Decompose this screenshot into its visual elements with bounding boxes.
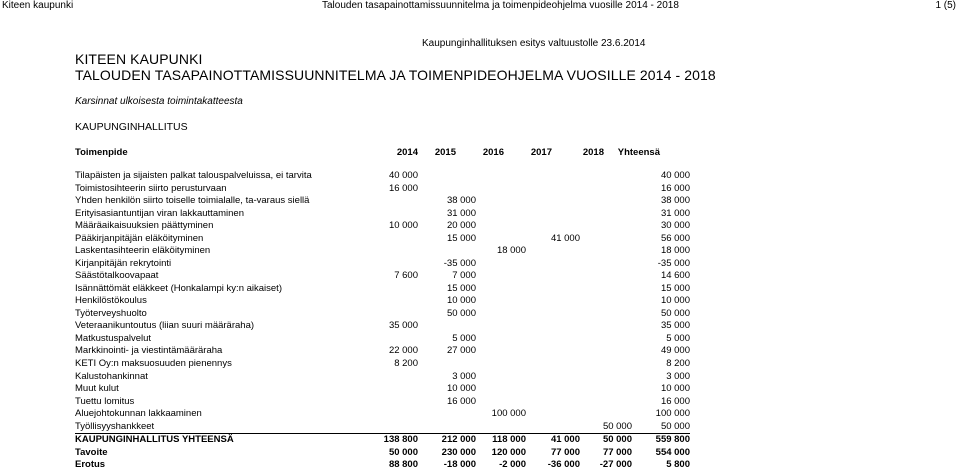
cell-total: 50 000 [660, 307, 690, 319]
section-title: KAUPUNGINHALLITUS [75, 121, 188, 133]
cell-2016: 18 000 [496, 245, 526, 257]
cell-2015: 15 000 [446, 232, 476, 244]
cell-2016 [476, 333, 526, 346]
cell-2017 [526, 345, 580, 358]
cell-2016 [476, 208, 526, 221]
cell-total: 10 000 [660, 295, 690, 307]
cell-2014 [378, 283, 418, 296]
cell-2016 [476, 258, 526, 271]
cell-2017 [526, 358, 580, 371]
table-row [75, 320, 690, 333]
cell-measure: Laskentasihteerin eläköityminen [75, 245, 211, 257]
cell-measure: Työterveyshuolto [75, 307, 147, 319]
cell-2018 [580, 258, 632, 271]
cell-2014: 16 000 [388, 182, 418, 194]
difference-row [75, 459, 690, 472]
cell-2014 [378, 396, 418, 409]
cell-2014: 22 000 [388, 345, 418, 357]
cell-2017 [526, 270, 580, 283]
cell-2017 [526, 170, 580, 183]
cell-2014: 35 000 [388, 320, 418, 332]
table-row [75, 358, 690, 371]
cell-total: 40 000 [660, 170, 690, 181]
cell-2018 [580, 295, 632, 308]
cell-measure: Isännättömät eläkkeet (Honkalampi ky:n aikaiset) [75, 282, 282, 294]
cell-total: 5 000 [666, 332, 690, 344]
cell-total: 56 000 [660, 232, 690, 244]
cell-2017 [526, 295, 580, 308]
cell-measure: Kalustohankinnat [75, 370, 148, 382]
cell-2016: 100 000 [491, 408, 526, 420]
cell-measure: Työllisyyshankkeet [75, 420, 155, 432]
document-subtitle: Karsinnat ulkoisesta toimintakatteesta [75, 96, 243, 107]
column-header-2015: 2015 [434, 147, 456, 158]
table-row [75, 371, 690, 384]
cell-2015: -35 000 [443, 257, 476, 269]
cell-2018: -27 000 [599, 459, 632, 471]
page-number: 1 (5) [935, 0, 956, 11]
cell-2018 [580, 170, 632, 183]
cell-2014: 138 800 [378, 434, 418, 447]
cell-2017 [526, 245, 580, 258]
cell-measure: KETI Oy:n maksuosuuden pienennys [75, 357, 232, 369]
cell-2016 [476, 396, 526, 409]
cell-2015: 15 000 [446, 282, 476, 294]
table-row [75, 258, 690, 271]
cell-measure: Yhden henkilön siirto toiselle toimialalle, ta-varaus siellä [75, 195, 310, 207]
cell-measure: Erotus [75, 459, 106, 471]
cell-total: 16 000 [660, 182, 690, 194]
cell-2016 [476, 308, 526, 321]
table-row [75, 220, 690, 233]
cell-2015: 31 000 [446, 207, 476, 219]
cell-measure: Määräaikaisuuksien päättyminen [75, 220, 214, 232]
cell-2014: 40 000 [388, 170, 418, 181]
table-row [75, 345, 690, 358]
savings-table [75, 170, 690, 472]
cell-measure: KAUPUNGINHALLITUS YHTEENSÄ [75, 434, 378, 447]
table-row [75, 195, 690, 208]
cell-measure: Kirjanpitäjän rekrytointi [75, 257, 172, 269]
cell-2016 [476, 421, 526, 434]
cell-2014 [378, 408, 418, 421]
cell-2018 [580, 270, 632, 283]
cell-2017 [526, 320, 580, 333]
cell-total: 30 000 [660, 220, 690, 232]
cell-2015: 5 000 [452, 332, 476, 344]
cell-2016: 118 000 [476, 434, 526, 447]
cell-2017: -36 000 [547, 459, 580, 471]
cell-total: 49 000 [660, 345, 690, 357]
cell-2017 [526, 333, 580, 346]
cell-2014 [378, 233, 418, 246]
table-row [75, 170, 690, 183]
cell-2017 [526, 258, 580, 271]
cell-2014 [378, 371, 418, 384]
cell-measure: Markkinointi- ja viestintämääräraha [75, 345, 223, 357]
cell-2018 [580, 195, 632, 208]
cell-2018 [580, 183, 632, 196]
cell-total: 35 000 [660, 320, 690, 332]
cell-measure: Pääkirjanpitäjän eläköityminen [75, 232, 204, 244]
cell-2016 [476, 283, 526, 296]
table-row [75, 245, 690, 258]
table-row [75, 283, 690, 296]
cell-2015: 212 000 [418, 434, 476, 447]
cell-2018 [580, 371, 632, 384]
cell-2014 [378, 208, 418, 221]
cell-2016 [476, 320, 526, 333]
cell-total: 8 200 [666, 357, 690, 369]
cell-2016 [476, 195, 526, 208]
cell-2015 [418, 320, 476, 333]
cell-2014: 7 600 [394, 270, 418, 282]
cell-2015: -18 000 [443, 459, 476, 471]
cell-2018 [580, 408, 632, 421]
cell-measure: Erityisasiantuntijan viran lakkauttaminen [75, 207, 244, 219]
cell-total: 14 600 [660, 270, 690, 282]
cell-total: 5 800 [666, 459, 690, 471]
cell-2015: 7 000 [452, 270, 476, 282]
total-row [75, 434, 690, 447]
cell-2015 [418, 408, 476, 421]
cell-total: 18 000 [660, 245, 690, 257]
cell-total: 554 000 [655, 446, 690, 458]
cell-2017: 41 000 [550, 232, 580, 244]
table-row [75, 295, 690, 308]
table-row [75, 233, 690, 246]
table-row [75, 396, 690, 409]
cell-total: 559 800 [632, 434, 690, 447]
proposal-note: Kaupunginhallituksen esitys valtuustolle 23.6.2014 [422, 38, 646, 49]
cell-2014: 8 200 [394, 357, 418, 369]
cell-total: 10 000 [660, 383, 690, 395]
cell-total: 38 000 [660, 195, 690, 207]
cell-2016 [476, 233, 526, 246]
cell-measure: Matkustuspalvelut [75, 332, 152, 344]
cell-2014: 88 800 [388, 459, 418, 471]
table-row [75, 270, 690, 283]
cell-total: 3 000 [666, 370, 690, 382]
cell-total: -35 000 [657, 257, 690, 269]
table-row [75, 421, 690, 434]
cell-2014: 10 000 [388, 220, 418, 232]
document-title: TALOUDEN TASAPAINOTTAMISSUUNNITELMA JA TOIMENPIDEOHJELMA VUOSILLE 2014 - 2018 [75, 67, 716, 83]
cell-2015 [418, 421, 476, 434]
column-header-2014: 2014 [396, 147, 418, 158]
cell-measure: Henkilöstökoulus [75, 295, 147, 307]
cell-2017 [526, 371, 580, 384]
cell-measure: Tuettu lomitus [75, 395, 135, 407]
cell-2017 [526, 408, 580, 421]
cell-2017 [526, 208, 580, 221]
cell-2018 [580, 233, 632, 246]
cell-2015: 50 000 [446, 307, 476, 319]
cell-2018 [580, 333, 632, 346]
cell-2018 [580, 245, 632, 258]
table-row [75, 308, 690, 321]
cell-2015: 20 000 [446, 220, 476, 232]
cell-2017 [526, 308, 580, 321]
cell-measure: Tilapäisten ja sijaisten palkat talouspalveluissa, ei tarvita [75, 170, 312, 181]
cell-2017 [526, 195, 580, 208]
cell-2015: 16 000 [446, 395, 476, 407]
cell-2015: 3 000 [452, 370, 476, 382]
cell-2015: 230 000 [441, 446, 476, 458]
cell-measure: Säästötalkoovapaat [75, 270, 159, 282]
cell-2018 [580, 208, 632, 221]
cell-2014 [378, 333, 418, 346]
table-row [75, 383, 690, 396]
table-row [75, 183, 690, 196]
cell-2014 [378, 258, 418, 271]
cell-2016 [476, 383, 526, 396]
cell-total: 50 000 [660, 420, 690, 432]
cell-2015: 38 000 [446, 195, 476, 207]
column-header-measure: Toimenpide [75, 147, 128, 158]
cell-total: 15 000 [660, 282, 690, 294]
page-header-org: Kiteen kaupunki [2, 0, 74, 11]
table-row [75, 333, 690, 346]
cell-2016 [476, 371, 526, 384]
page-header-title: Talouden tasapainottamissuunnitelma ja toimenpideohjelma vuosille 2014 - 2018 [322, 0, 679, 11]
target-row [75, 447, 690, 460]
cell-2018 [580, 220, 632, 233]
cell-2015: 10 000 [446, 383, 476, 395]
cell-2015: 27 000 [446, 345, 476, 357]
cell-2017 [526, 183, 580, 196]
cell-2015 [418, 358, 476, 371]
cell-2017: 41 000 [526, 434, 580, 447]
column-header-2016: 2016 [482, 147, 504, 158]
organization-name: KITEEN KAUPUNKI [75, 51, 203, 67]
cell-measure: Aluejohtokunnan lakkaaminen [75, 408, 202, 420]
cell-measure: Muut kulut [75, 383, 119, 395]
column-header-2017: 2017 [530, 147, 552, 158]
cell-2018: 77 000 [602, 446, 632, 458]
cell-2018 [580, 358, 632, 371]
cell-2015 [418, 183, 476, 196]
cell-2017 [526, 421, 580, 434]
cell-2018 [580, 308, 632, 321]
cell-2014 [378, 308, 418, 321]
cell-2015: 10 000 [446, 295, 476, 307]
cell-2018: 50 000 [602, 420, 632, 432]
cell-2016 [476, 220, 526, 233]
cell-total: 31 000 [660, 207, 690, 219]
table-row [75, 408, 690, 421]
cell-2018 [580, 396, 632, 409]
cell-2014 [378, 195, 418, 208]
cell-2015 [418, 170, 476, 183]
cell-2016 [476, 170, 526, 183]
cell-2014 [378, 383, 418, 396]
cell-2018 [580, 383, 632, 396]
column-header-total: Yhteensä [617, 147, 660, 158]
cell-2016 [476, 183, 526, 196]
cell-2016: -2 000 [499, 459, 526, 471]
cell-2018 [580, 345, 632, 358]
cell-2017: 77 000 [550, 446, 580, 458]
cell-2014: 50 000 [388, 446, 418, 458]
cell-2017 [526, 396, 580, 409]
cell-2018: 50 000 [580, 434, 632, 447]
cell-2016 [476, 358, 526, 371]
cell-2016 [476, 270, 526, 283]
cell-2017 [526, 220, 580, 233]
cell-2016 [476, 295, 526, 308]
cell-measure: Toimistosihteerin siirto perusturvaan [75, 182, 227, 194]
cell-2014 [378, 295, 418, 308]
cell-2015 [418, 245, 476, 258]
cell-measure: Tavoite [75, 446, 108, 458]
cell-2014 [378, 421, 418, 434]
cell-2017 [526, 283, 580, 296]
cell-measure: Veteraanikuntoutus (liian suuri määräraha) [75, 320, 255, 332]
cell-2018 [580, 320, 632, 333]
cell-2016 [476, 345, 526, 358]
table-row [75, 208, 690, 221]
cell-2017 [526, 383, 580, 396]
cell-2014 [378, 245, 418, 258]
cell-2018 [580, 283, 632, 296]
cell-2016: 120 000 [491, 446, 526, 458]
cell-total: 100 000 [655, 408, 690, 420]
cell-total: 16 000 [660, 395, 690, 407]
column-header-2018: 2018 [582, 147, 604, 158]
